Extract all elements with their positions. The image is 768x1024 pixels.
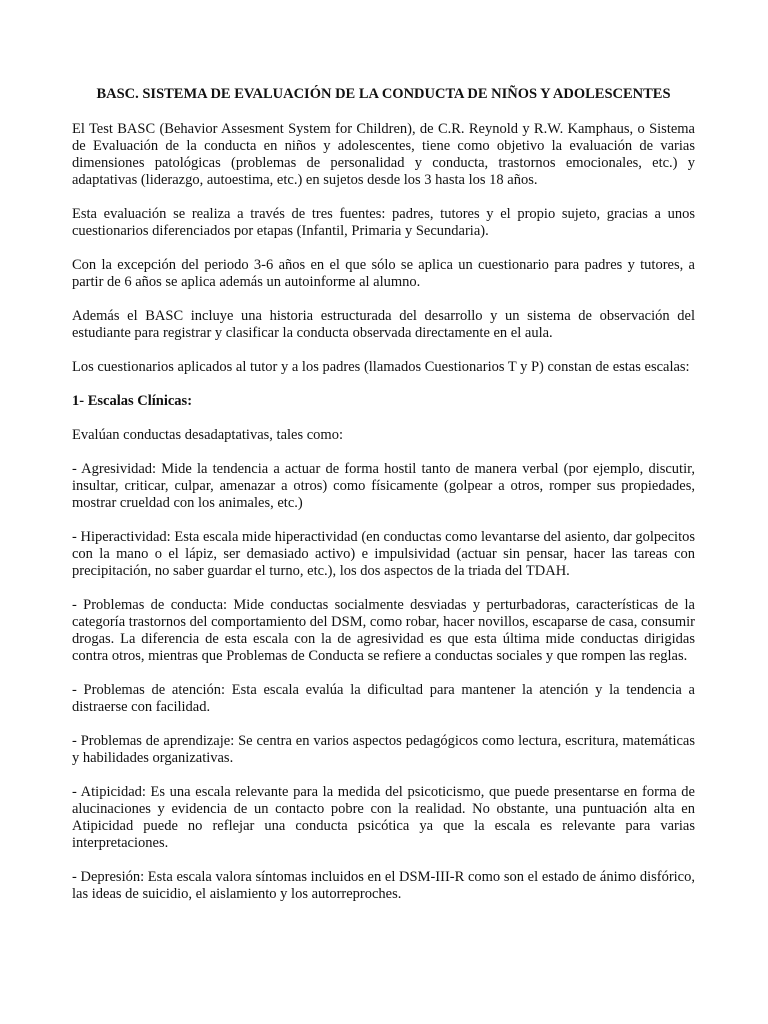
intro-paragraph-test-basc: El Test BASC (Behavior Assesment System for Children), de C.R. Reynold y R.W. Kamphaus, o Sistema de Evaluación de la conducta en niños y adolescentes, tiene como objetivo la evaluación de varias dimensiones patológicas (problemas de personalidad y conducta, trastornos emocionales, etc.) y adaptativas (liderazgo, autoestima, etc.) en sujetos desde los 3 hasta los 18 años. [72,121,695,188]
scale-atipicidad: - Atipicidad: Es una escala relevante para la medida del psicoticismo, que puede presentarse en forma de alucinaciones y evidencia de un contacto pobre con la realidad. No obstante, una puntuación alta en Atipicidad puede no reflejar una conducta psicótica ya que la escala es relevante para varias interpretaciones. [72,784,695,851]
document-page [72,86,695,920]
scale-problemas-de-atencion: - Problemas de atención: Esta escala evalúa la dificultad para mantener la atención y la tendencia a distraerse con facilidad. [72,682,695,715]
scale-agresividad: - Agresividad: Mide la tendencia a actuar de forma hostil tanto de manera verbal (por ejemplo, discutir, insultar, criticar, culpar, amenazar a otros) como físicamente (golpear a otros, romper sus propiedades, mostrar crueldad con los animales, etc.) [72,461,695,511]
scale-hiperactividad: - Hiperactividad: Esta escala mide hiperactividad (en conductas como levantarse del asiento, dar golpecitos con la mano o el lápiz, ser demasiado activo) e impulsividad (actuar sin pensar, hacer las tareas con precipitación, no saber guardar el turno, etc.), los dos aspectos de la triada del TDAH. [72,529,695,579]
intro-paragraph-history: Además el BASC incluye una historia estructurada del desarrollo y un sistema de observación del estudiante para registrar y clasificar la conducta observada directamente en el aula. [72,308,695,341]
intro-paragraph-sources: Esta evaluación se realiza a través de tres fuentes: padres, tutores y el propio sujeto, gracias a unos cuestionarios diferenciados por etapas (Infantil, Primaria y Secundaria). [72,206,695,239]
intro-paragraph-age-exception: Con la excepción del periodo 3-6 años en el que sólo se aplica un cuestionario para padres y tutores, a partir de 6 años se aplica además un autoinforme al alumno. [72,257,695,290]
section-intro: Evalúan conductas desadaptativas, tales como: [72,427,343,443]
scale-problemas-de-conducta: - Problemas de conducta: Mide conductas socialmente desviadas y perturbadoras, características de la categoría trastornos del comportamiento del DSM, como robar, hacer novillos, escaparse de casa, consumir drogas. La diferencia de esta escala con la de agresividad es que esta última mide conductas dirigidas contra otros, mientras que Problemas de Conducta se refiere a conductas sociales y que rompen las reglas. [72,597,695,664]
intro-paragraph-questionnaires: Los cuestionarios aplicados al tutor y a los padres (llamados Cuestionarios T y P) constan de estas escalas: [72,359,690,375]
section-heading-clinical-scales: 1- Escalas Clínicas: [72,393,193,409]
scale-depresion: - Depresión: Esta escala valora síntomas incluidos en el DSM-III-R como son el estado de ánimo disfórico, las ideas de suicidio, el aislamiento y los autorreproches. [72,869,695,902]
document-title: BASC. SISTEMA DE EVALUACIÓN DE LA CONDUCTA DE NIÑOS Y ADOLESCENTES [96,86,671,102]
scale-problemas-de-aprendizaje: - Problemas de aprendizaje: Se centra en varios aspectos pedagógicos como lectura, escritura, matemáticas y habilidades organizativas. [72,733,695,766]
